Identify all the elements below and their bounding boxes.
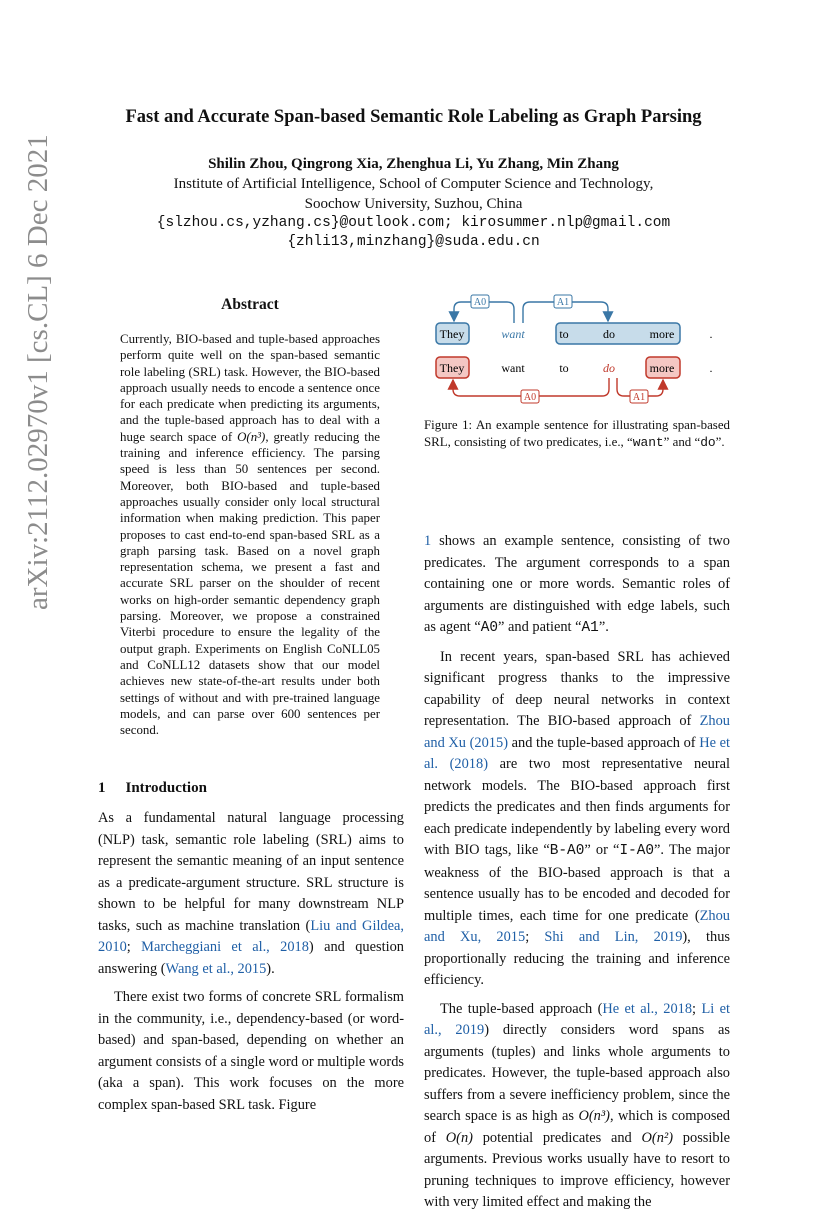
email-line-2[interactable]: {zhli13,minzhang}@suda.edu.cn [287, 234, 540, 250]
left-column-text [98, 808, 404, 1116]
figure-srl-example [424, 288, 730, 410]
fig-word: to [559, 361, 569, 375]
fig-predicate-word: want [501, 327, 525, 341]
fig-word: more [649, 327, 675, 341]
citation-link[interactable]: Marcheggiani et al., 2018 [141, 939, 309, 955]
email-line-1[interactable]: {slzhou.cs,yzhang.cs}@outlook.com; kirosummer.nlp@gmail.com [156, 215, 671, 231]
section-number: 1 [98, 780, 106, 796]
author-list: Shilin Zhou, Qingrong Xia, Zhenghua Li, Yu Zhang, Min Zhang [208, 156, 619, 172]
right-column-text [424, 531, 730, 1214]
citation-link[interactable]: Shi and Lin, 2019 [544, 929, 683, 945]
abstract-body: Currently, BIO-based and tuple-based approaches perform quite well on the span-based semantic role labeling (SRL) task. However, the BIO-based approach usually needs to encode a sentence once for each predicate when predicting its arguments, and the tuple-based approach has to deal with a huge search space of O(n³), greatly reducing the training and inference efficiency. The parsing speed is less than 50 sentences per second. Moreover, both BIO-based and tuple-based approaches usually consider only local structural information when making prediction. This paper proposes to cast end-to-end span-based SRL as a graph parsing task. Based on a novel graph representation schema, we present a fast and accurate SRL parser on the shoulder of recent works on high-order semantic dependency graph parsing. Moreover, we propose a constrained Viterbi procedure to ensure the legality of the output graph. Experiments on English CoNLL05 and CoNLL12 datasets show that our model achieves new state-of-the-art results under both settings of without and with pre-trained language models, and can parse over 600 sentences per second. [120, 332, 381, 738]
arc-label: A1 [632, 392, 646, 403]
intro-paragraph-5: The tuple-based approach (He et al., 2018; Li et al., 2019) directly considers word spans as arguments (tuples) and links whole arguments to predicates. However, the tuple-based approach also suffers from a severe inefficiency problem, since the search space is as high as O(n³), which is composed of O(n) potential predicates and O(n²) possible arguments. Previous works usually have to resort to pruning techniques to improve efficiency, however with very limited effect and making the [424, 1000, 731, 1210]
arc-label: A0 [473, 297, 487, 308]
citation-link[interactable]: Li et al., 2019 [424, 1000, 730, 1038]
fig-word: more [649, 361, 675, 375]
fig-word: . [709, 327, 713, 341]
citation-link[interactable]: He et al., 2018 [602, 1000, 693, 1017]
intro-paragraph-2: There exist two forms of concrete SRL formalism in the community, i.e., dependency-based (or word-based) and span-based, depending on whether an argument consists of a single word or multiple words (aka a span). This work focuses on the more complex span-based SRL task. Figure [98, 989, 404, 1113]
arc-label: A1 [556, 297, 570, 308]
fig-word: do [603, 327, 615, 341]
figure-ref-link[interactable]: 1 [424, 533, 432, 549]
abstract-math: O(n³) [237, 429, 266, 444]
fig-word: want [501, 361, 525, 375]
intro-paragraph-4: In recent years, span-based SRL has achieved significant progress thanks to the impressive capability of deep neural networks in context representation. The BIO-based approach of Zhou and Xu (2015) and the tuple-based approach of He et al. (2018) are two most representative neural network models. The BIO-based approach first predicts the predicates and then finds arguments for each predicate independently by labeling every word with BIO tags, like “B-A0” or “I-A0”. The major weakness of the BIO-based approach is that a sentence usually has to be encoded and decoded for multiple times, each time for one predicate (Zhou and Xu, 2015; Shi and Lin, 2019), thus proportionally reducing the training and inference efficiency. [424, 648, 730, 988]
section-heading [98, 780, 207, 797]
paper-title: Fast and Accurate Span-based Semantic Role Labeling as Graph Parsing [125, 107, 702, 127]
arc-label: A0 [523, 392, 537, 403]
arxiv-side-stamp: arXiv:2112.02970v1 [cs.CL] 6 Dec 2021 [22, 134, 54, 610]
fig-word: They [439, 327, 465, 341]
fig-word: to [559, 327, 569, 341]
citation-link[interactable]: Zhou and Xu (2015) [424, 713, 730, 751]
abstract-heading: Abstract [221, 296, 279, 313]
fig-predicate-word: do [603, 361, 615, 375]
figure-caption: Figure 1: An example sentence for illustrating span-based SRL, consisting of two predicates, i.e., “want” and “do”. [424, 418, 730, 450]
fig-word: They [439, 361, 465, 375]
citation-link[interactable]: He et al. (2018) [424, 734, 730, 772]
citation-link[interactable]: Zhou and Xu, 2015 [424, 907, 730, 945]
fig-word: . [709, 361, 713, 375]
citation-link[interactable]: Wang et al., 2015 [165, 960, 267, 977]
citation-link[interactable]: Liu and Gildea, 2010 [98, 917, 405, 955]
intro-paragraph-3: 1 shows an example sentence, consisting of two predicates. The argument corresponds to a span containing one or more words. Semantic roles of arguments are distinguished with edge labels, such as agent “A0” and patient “A1”. [424, 533, 730, 636]
affiliation-line-2: Soochow University, Suzhou, China [304, 196, 523, 212]
section-title: Introduction [125, 780, 207, 796]
affiliation-line-1: Institute of Artificial Intelligence, School of Computer Science and Technology, [173, 176, 654, 192]
intro-paragraph-1: As a fundamental natural language processing (NLP) task, semantic role labeling (SRL) aims to represent the semantic meaning of an input sentence as a predicate-argument structure. SRL structure is shown to be helpful for many downstream NLP tasks, such as machine translation (Liu and Gildea, 2010; Marcheggiani et al., 2018) and question answering (Wang et al., 2015). [98, 810, 405, 977]
